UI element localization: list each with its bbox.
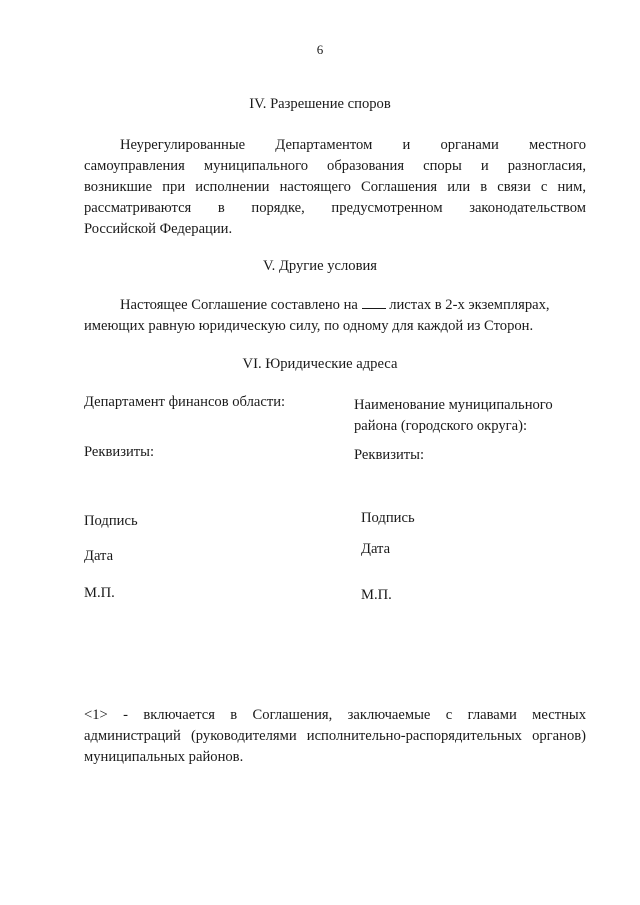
section-4-paragraph bbox=[84, 135, 586, 240]
left-date-label: Дата bbox=[84, 548, 114, 564]
right-party-details: Реквизиты: bbox=[354, 447, 425, 463]
section-5-line-end: листах в 2-х экземплярах, bbox=[389, 297, 550, 313]
section-5-heading: V. Другие условия bbox=[263, 258, 377, 274]
section-5-paragraph bbox=[84, 294, 586, 337]
footnote bbox=[84, 705, 586, 768]
footnote-line: администраций (руководителями исполнительно-распорядительных органов) bbox=[84, 728, 586, 744]
right-date-label: Дата bbox=[361, 541, 391, 557]
left-party-name: Департамент финансов области: bbox=[84, 394, 286, 410]
left-seal-label: М.П. bbox=[84, 585, 115, 601]
right-party-name-line: района (городского округа): bbox=[354, 418, 528, 434]
section-5-line bbox=[84, 294, 586, 316]
section-5-line-start: Настоящее Соглашение составлено на bbox=[120, 297, 358, 313]
left-signature-label: Подпись bbox=[84, 513, 138, 529]
section-4-line: рассматриваются в порядке, предусмотренном законодательством bbox=[84, 200, 586, 216]
right-party-name-line: Наименование муниципального bbox=[354, 397, 553, 413]
section-4-line: самоуправления муниципального образования споры и разногласия, bbox=[84, 158, 586, 174]
footnote-line: <1> - включается в Соглашения, заключаемые с главами местных bbox=[84, 707, 586, 723]
section-4-heading: IV. Разрешение споров bbox=[249, 96, 391, 112]
page-number: 6 bbox=[316, 42, 324, 57]
left-party-details: Реквизиты: bbox=[84, 444, 155, 460]
section-5-line: имеющих равную юридическую силу, по одному для каждой из Сторон. bbox=[84, 318, 534, 334]
section-6-heading: VI. Юридические адреса bbox=[242, 356, 398, 372]
section-4-line: Российской Федерации. bbox=[84, 221, 233, 237]
section-4-line: Неурегулированные Департаментом и органами местного bbox=[120, 137, 586, 153]
footnote-line: муниципальных районов. bbox=[84, 749, 244, 765]
right-seal-label: М.П. bbox=[361, 587, 392, 603]
right-signature-label: Подпись bbox=[361, 510, 415, 526]
section-4-line: возникшие при исполнении настоящего Соглашения или в связи с ним, bbox=[84, 179, 586, 195]
right-party-name bbox=[354, 395, 594, 437]
page-count-blank bbox=[362, 294, 386, 309]
